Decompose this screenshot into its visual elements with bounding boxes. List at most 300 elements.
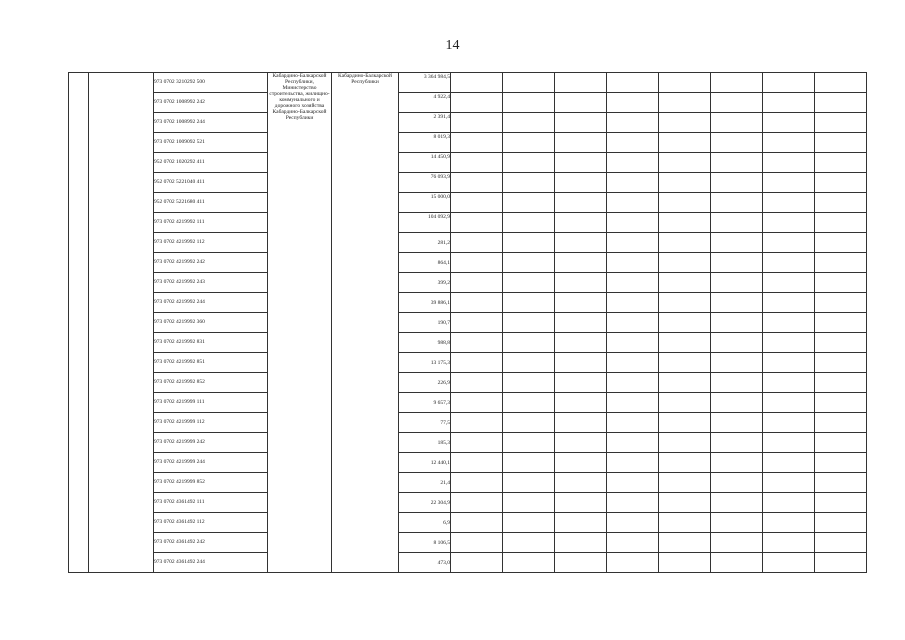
table-row bbox=[69, 273, 867, 293]
empty-cell bbox=[555, 353, 607, 373]
empty-cell bbox=[503, 133, 555, 153]
empty-cell bbox=[763, 73, 815, 93]
empty-cell bbox=[815, 373, 867, 393]
table-row bbox=[69, 253, 867, 273]
budget-code-cell bbox=[154, 293, 268, 313]
empty-cell bbox=[659, 73, 711, 93]
empty-cell bbox=[607, 533, 659, 553]
empty-cell bbox=[659, 213, 711, 233]
empty-cell bbox=[815, 233, 867, 253]
empty-cell bbox=[815, 133, 867, 153]
budget-code-cell-text: 973 0702 4219992 831 bbox=[154, 339, 205, 345]
empty-cell bbox=[711, 493, 763, 513]
empty-cell bbox=[555, 93, 607, 113]
empty-cell bbox=[555, 113, 607, 133]
empty-cell bbox=[659, 553, 711, 573]
empty-cell bbox=[451, 533, 503, 553]
region-cell bbox=[332, 73, 399, 573]
budget-code-cell-text: 973 0702 4361492 244 bbox=[154, 559, 205, 565]
amount-cell-text: 6,9 bbox=[443, 520, 450, 526]
empty-cell bbox=[659, 373, 711, 393]
empty-cell bbox=[763, 453, 815, 473]
empty-cell bbox=[451, 353, 503, 373]
amount-cell-text: 185,3 bbox=[437, 440, 450, 446]
empty-cell bbox=[503, 353, 555, 373]
empty-cell bbox=[659, 413, 711, 433]
amount-cell bbox=[399, 293, 451, 313]
empty-cell bbox=[451, 453, 503, 473]
empty-cell bbox=[763, 413, 815, 433]
empty-cell bbox=[763, 353, 815, 373]
amount-cell bbox=[399, 153, 451, 173]
empty-cell bbox=[607, 73, 659, 93]
empty-cell bbox=[503, 473, 555, 493]
empty-cell bbox=[503, 113, 555, 133]
amount-cell bbox=[399, 353, 451, 373]
budget-code-cell-text: 973 0702 3210292 500 bbox=[154, 79, 205, 85]
budget-code-cell-text: 973 0702 4219992 242 bbox=[154, 259, 205, 265]
table-row bbox=[69, 433, 867, 453]
empty-cell bbox=[815, 553, 867, 573]
amount-cell bbox=[399, 393, 451, 413]
amount-cell bbox=[399, 433, 451, 453]
empty-cell bbox=[659, 313, 711, 333]
empty-cell bbox=[711, 293, 763, 313]
empty-cell bbox=[503, 413, 555, 433]
empty-cell bbox=[711, 273, 763, 293]
empty-cell bbox=[763, 553, 815, 573]
budget-code-cell bbox=[154, 133, 268, 153]
empty-cell bbox=[555, 253, 607, 273]
empty-cell bbox=[763, 533, 815, 553]
empty-cell bbox=[451, 173, 503, 193]
table-row bbox=[69, 473, 867, 493]
empty-cell bbox=[451, 493, 503, 513]
empty-cell bbox=[659, 113, 711, 133]
empty-cell bbox=[555, 333, 607, 353]
empty-cell bbox=[763, 213, 815, 233]
amount-cell-text: 22 304,9 bbox=[430, 500, 450, 506]
budget-code-cell bbox=[154, 113, 268, 133]
empty-cell bbox=[815, 353, 867, 373]
budget-code-cell bbox=[154, 213, 268, 233]
empty-cell bbox=[607, 233, 659, 253]
empty-cell bbox=[451, 333, 503, 353]
empty-cell bbox=[815, 473, 867, 493]
empty-cell bbox=[763, 373, 815, 393]
empty-cell bbox=[607, 293, 659, 313]
empty-cell bbox=[659, 333, 711, 353]
empty-cell bbox=[659, 353, 711, 373]
empty-cell bbox=[815, 273, 867, 293]
empty-cell bbox=[763, 193, 815, 213]
empty-cell bbox=[451, 313, 503, 333]
empty-cell bbox=[503, 153, 555, 173]
empty-cell bbox=[503, 293, 555, 313]
budget-code-cell-text: 973 0702 4361492 112 bbox=[154, 519, 205, 525]
empty-cell bbox=[763, 93, 815, 113]
empty-cell bbox=[607, 193, 659, 213]
budget-code-cell bbox=[154, 93, 268, 113]
empty-cell bbox=[711, 353, 763, 373]
empty-cell bbox=[763, 273, 815, 293]
table-row bbox=[69, 333, 867, 353]
budget-code-cell bbox=[154, 513, 268, 533]
empty-cell bbox=[555, 393, 607, 413]
table-row bbox=[69, 213, 867, 233]
amount-cell bbox=[399, 213, 451, 233]
empty-cell bbox=[711, 513, 763, 533]
table-row bbox=[69, 453, 867, 473]
amount-cell-text: 39 886,1 bbox=[430, 300, 450, 306]
executor-cell-text: Кабардино-Балкарской Республики, Министерство строительства, жилищно-коммунального и дорожного хозяйства Кабардино-Балкарской Республики bbox=[269, 73, 330, 121]
empty-cell bbox=[815, 413, 867, 433]
empty-cell bbox=[555, 73, 607, 93]
empty-cell bbox=[555, 233, 607, 253]
empty-cell bbox=[451, 293, 503, 313]
empty-cell bbox=[555, 473, 607, 493]
empty-cell bbox=[451, 113, 503, 133]
amount-cell bbox=[399, 233, 451, 253]
empty-cell bbox=[815, 453, 867, 473]
empty-cell bbox=[451, 253, 503, 273]
executor-cell bbox=[268, 73, 332, 573]
amount-cell bbox=[399, 113, 451, 133]
empty-cell bbox=[659, 533, 711, 553]
empty-cell bbox=[659, 513, 711, 533]
table-row bbox=[69, 553, 867, 573]
amount-cell-text: 3 364 984,5 bbox=[423, 74, 450, 80]
empty-cell bbox=[763, 113, 815, 133]
amount-cell-text: 2 391,4 bbox=[433, 114, 450, 120]
budget-table bbox=[68, 72, 867, 573]
empty-cell bbox=[607, 213, 659, 233]
empty-cell bbox=[815, 533, 867, 553]
budget-code-cell bbox=[154, 333, 268, 353]
amount-cell bbox=[399, 173, 451, 193]
empty-cell bbox=[763, 433, 815, 453]
empty-cell bbox=[659, 153, 711, 173]
empty-cell bbox=[607, 373, 659, 393]
amount-cell bbox=[399, 373, 451, 393]
table-row bbox=[69, 153, 867, 173]
empty-cell bbox=[555, 193, 607, 213]
budget-code-cell-text: 973 0702 4219992 360 bbox=[154, 319, 205, 325]
empty-cell bbox=[503, 73, 555, 93]
table-row bbox=[69, 513, 867, 533]
empty-cell bbox=[763, 233, 815, 253]
budget-code-cell bbox=[154, 313, 268, 333]
budget-code-cell bbox=[154, 553, 268, 573]
empty-cell bbox=[711, 453, 763, 473]
empty-cell bbox=[607, 173, 659, 193]
amount-cell-text: 13 175,3 bbox=[430, 360, 450, 366]
amount-cell-text: 988,8 bbox=[437, 340, 450, 346]
amount-cell bbox=[399, 413, 451, 433]
empty-cell bbox=[763, 493, 815, 513]
amount-cell-text: 226,9 bbox=[437, 380, 450, 386]
budget-code-cell bbox=[154, 393, 268, 413]
empty-cell bbox=[503, 333, 555, 353]
empty-cell bbox=[555, 493, 607, 513]
blank-col-2 bbox=[89, 73, 154, 573]
amount-cell-text: 21,4 bbox=[440, 480, 450, 486]
amount-cell bbox=[399, 553, 451, 573]
budget-code-cell-text: 973 0702 4219992 851 bbox=[154, 359, 205, 365]
empty-cell bbox=[815, 333, 867, 353]
table-row bbox=[69, 193, 867, 213]
amount-cell-text: 77,5 bbox=[440, 420, 450, 426]
empty-cell bbox=[607, 493, 659, 513]
empty-cell bbox=[711, 113, 763, 133]
empty-cell bbox=[555, 213, 607, 233]
empty-cell bbox=[555, 553, 607, 573]
amount-cell bbox=[399, 333, 451, 353]
amount-cell-text: 15 000,0 bbox=[430, 194, 450, 200]
empty-cell bbox=[659, 393, 711, 413]
empty-cell bbox=[711, 553, 763, 573]
empty-cell bbox=[451, 273, 503, 293]
empty-cell bbox=[555, 513, 607, 533]
table-row bbox=[69, 353, 867, 373]
empty-cell bbox=[711, 413, 763, 433]
empty-cell bbox=[815, 193, 867, 213]
budget-code-cell bbox=[154, 493, 268, 513]
empty-cell bbox=[815, 213, 867, 233]
empty-cell bbox=[503, 433, 555, 453]
empty-cell bbox=[763, 293, 815, 313]
empty-cell bbox=[503, 393, 555, 413]
empty-cell bbox=[815, 73, 867, 93]
empty-cell bbox=[607, 253, 659, 273]
empty-cell bbox=[555, 273, 607, 293]
empty-cell bbox=[815, 153, 867, 173]
empty-cell bbox=[555, 313, 607, 333]
table-row bbox=[69, 533, 867, 553]
budget-code-cell bbox=[154, 373, 268, 393]
table-row bbox=[69, 373, 867, 393]
empty-cell bbox=[503, 553, 555, 573]
table-row bbox=[69, 393, 867, 413]
amount-cell bbox=[399, 273, 451, 293]
budget-code-cell-text: 973 0702 1008992 242 bbox=[154, 99, 205, 105]
empty-cell bbox=[815, 293, 867, 313]
empty-cell bbox=[607, 453, 659, 473]
budget-code-cell bbox=[154, 173, 268, 193]
empty-cell bbox=[815, 313, 867, 333]
budget-code-cell bbox=[154, 253, 268, 273]
empty-cell bbox=[711, 373, 763, 393]
budget-code-cell bbox=[154, 433, 268, 453]
empty-cell bbox=[555, 373, 607, 393]
empty-cell bbox=[763, 313, 815, 333]
budget-code-cell bbox=[154, 413, 268, 433]
budget-code-cell bbox=[154, 453, 268, 473]
empty-cell bbox=[763, 173, 815, 193]
empty-cell bbox=[503, 493, 555, 513]
empty-cell bbox=[607, 393, 659, 413]
amount-cell-text: 76 093,9 bbox=[430, 174, 450, 180]
table-row bbox=[69, 93, 867, 113]
budget-code-cell-text: 973 0702 4219999 112 bbox=[154, 419, 205, 425]
empty-cell bbox=[815, 253, 867, 273]
amount-cell bbox=[399, 313, 451, 333]
empty-cell bbox=[815, 513, 867, 533]
empty-cell bbox=[711, 393, 763, 413]
amount-cell-text: 12 440,1 bbox=[430, 460, 450, 466]
empty-cell bbox=[503, 373, 555, 393]
empty-cell bbox=[815, 493, 867, 513]
budget-code-cell bbox=[154, 153, 268, 173]
budget-code-cell-text: 973 0702 4219999 111 bbox=[154, 399, 205, 405]
empty-cell bbox=[711, 213, 763, 233]
amount-cell bbox=[399, 533, 451, 553]
amount-cell bbox=[399, 193, 451, 213]
empty-cell bbox=[503, 213, 555, 233]
empty-cell bbox=[451, 213, 503, 233]
empty-cell bbox=[607, 473, 659, 493]
empty-cell bbox=[659, 193, 711, 213]
amount-cell-text: 399,2 bbox=[437, 280, 450, 286]
empty-cell bbox=[659, 253, 711, 273]
empty-cell bbox=[503, 233, 555, 253]
budget-code-cell-text: 973 0702 4361492 242 bbox=[154, 539, 205, 545]
empty-cell bbox=[451, 93, 503, 113]
table-row bbox=[69, 113, 867, 133]
budget-code-cell bbox=[154, 353, 268, 373]
budget-code-cell bbox=[154, 73, 268, 93]
empty-cell bbox=[451, 73, 503, 93]
empty-cell bbox=[451, 153, 503, 173]
empty-cell bbox=[815, 93, 867, 113]
empty-cell bbox=[711, 433, 763, 453]
budget-code-cell bbox=[154, 273, 268, 293]
budget-code-cell-text: 973 0702 4219999 242 bbox=[154, 439, 205, 445]
empty-cell bbox=[711, 73, 763, 93]
empty-cell bbox=[763, 133, 815, 153]
empty-cell bbox=[711, 153, 763, 173]
amount-cell bbox=[399, 73, 451, 93]
empty-cell bbox=[607, 313, 659, 333]
budget-code-cell-text: 973 0702 4219992 243 bbox=[154, 279, 205, 285]
empty-cell bbox=[659, 493, 711, 513]
empty-cell bbox=[815, 173, 867, 193]
amount-cell-text: 864,1 bbox=[437, 260, 450, 266]
budget-code-cell-text: 973 0702 1008992 244 bbox=[154, 119, 205, 125]
amount-cell bbox=[399, 493, 451, 513]
budget-code-cell-text: 973 0702 4219992 111 bbox=[154, 219, 205, 225]
table-row bbox=[69, 293, 867, 313]
budget-code-cell-text: 973 0702 4361492 111 bbox=[154, 499, 205, 505]
empty-cell bbox=[607, 113, 659, 133]
empty-cell bbox=[711, 93, 763, 113]
amount-cell-text: 281,2 bbox=[437, 240, 450, 246]
amount-cell bbox=[399, 513, 451, 533]
empty-cell bbox=[451, 133, 503, 153]
empty-cell bbox=[503, 193, 555, 213]
empty-cell bbox=[763, 393, 815, 413]
table-row bbox=[69, 493, 867, 513]
empty-cell bbox=[711, 133, 763, 153]
empty-cell bbox=[659, 93, 711, 113]
empty-cell bbox=[607, 153, 659, 173]
page-number: 14 bbox=[445, 38, 460, 53]
amount-cell bbox=[399, 473, 451, 493]
empty-cell bbox=[711, 333, 763, 353]
amount-cell bbox=[399, 453, 451, 473]
empty-cell bbox=[763, 513, 815, 533]
empty-cell bbox=[503, 173, 555, 193]
empty-cell bbox=[503, 93, 555, 113]
empty-cell bbox=[451, 193, 503, 213]
budget-code-cell-text: 952 0702 5221680 411 bbox=[154, 199, 205, 205]
empty-cell bbox=[451, 413, 503, 433]
amount-cell-text: 4 922,4 bbox=[433, 94, 450, 100]
empty-cell bbox=[763, 473, 815, 493]
empty-cell bbox=[815, 393, 867, 413]
empty-cell bbox=[659, 453, 711, 473]
empty-cell bbox=[555, 453, 607, 473]
empty-cell bbox=[607, 553, 659, 573]
empty-cell bbox=[711, 233, 763, 253]
budget-code-cell-text: 973 0702 1009092 521 bbox=[154, 139, 205, 145]
empty-cell bbox=[711, 473, 763, 493]
amount-cell-text: 473,0 bbox=[437, 560, 450, 566]
table-row bbox=[69, 173, 867, 193]
empty-cell bbox=[451, 233, 503, 253]
empty-cell bbox=[763, 153, 815, 173]
budget-code-cell bbox=[154, 193, 268, 213]
table-row bbox=[69, 413, 867, 433]
empty-cell bbox=[503, 253, 555, 273]
budget-code-cell-text: 973 0702 4219992 852 bbox=[154, 379, 205, 385]
amount-cell-text: 8 106,5 bbox=[433, 540, 450, 546]
amount-cell bbox=[399, 133, 451, 153]
empty-cell bbox=[555, 533, 607, 553]
empty-cell bbox=[555, 133, 607, 153]
empty-cell bbox=[503, 533, 555, 553]
amount-cell-text: 9 657,3 bbox=[433, 400, 450, 406]
empty-cell bbox=[451, 393, 503, 413]
empty-cell bbox=[555, 153, 607, 173]
budget-code-cell-text: 973 0702 4219999 852 bbox=[154, 479, 205, 485]
empty-cell bbox=[503, 513, 555, 533]
empty-cell bbox=[451, 473, 503, 493]
empty-cell bbox=[815, 113, 867, 133]
budget-code-cell-text: 952 0702 1020292 411 bbox=[154, 159, 205, 165]
empty-cell bbox=[763, 333, 815, 353]
empty-cell bbox=[555, 433, 607, 453]
empty-cell bbox=[659, 433, 711, 453]
table-row bbox=[69, 313, 867, 333]
blank-col-1 bbox=[69, 73, 89, 573]
empty-cell bbox=[607, 433, 659, 453]
budget-code-cell-text: 952 0702 5221040 411 bbox=[154, 179, 205, 185]
empty-cell bbox=[659, 273, 711, 293]
empty-cell bbox=[607, 353, 659, 373]
budget-code-cell bbox=[154, 533, 268, 553]
budget-code-cell-text: 973 0702 4219999 244 bbox=[154, 459, 205, 465]
empty-cell bbox=[659, 473, 711, 493]
empty-cell bbox=[451, 433, 503, 453]
empty-cell bbox=[451, 513, 503, 533]
budget-code-cell bbox=[154, 233, 268, 253]
amount-cell-text: 8 019,3 bbox=[433, 134, 450, 140]
empty-cell bbox=[659, 133, 711, 153]
empty-cell bbox=[607, 133, 659, 153]
empty-cell bbox=[815, 433, 867, 453]
region-cell-text: Кабардино-Балкарской Республики bbox=[338, 73, 392, 85]
